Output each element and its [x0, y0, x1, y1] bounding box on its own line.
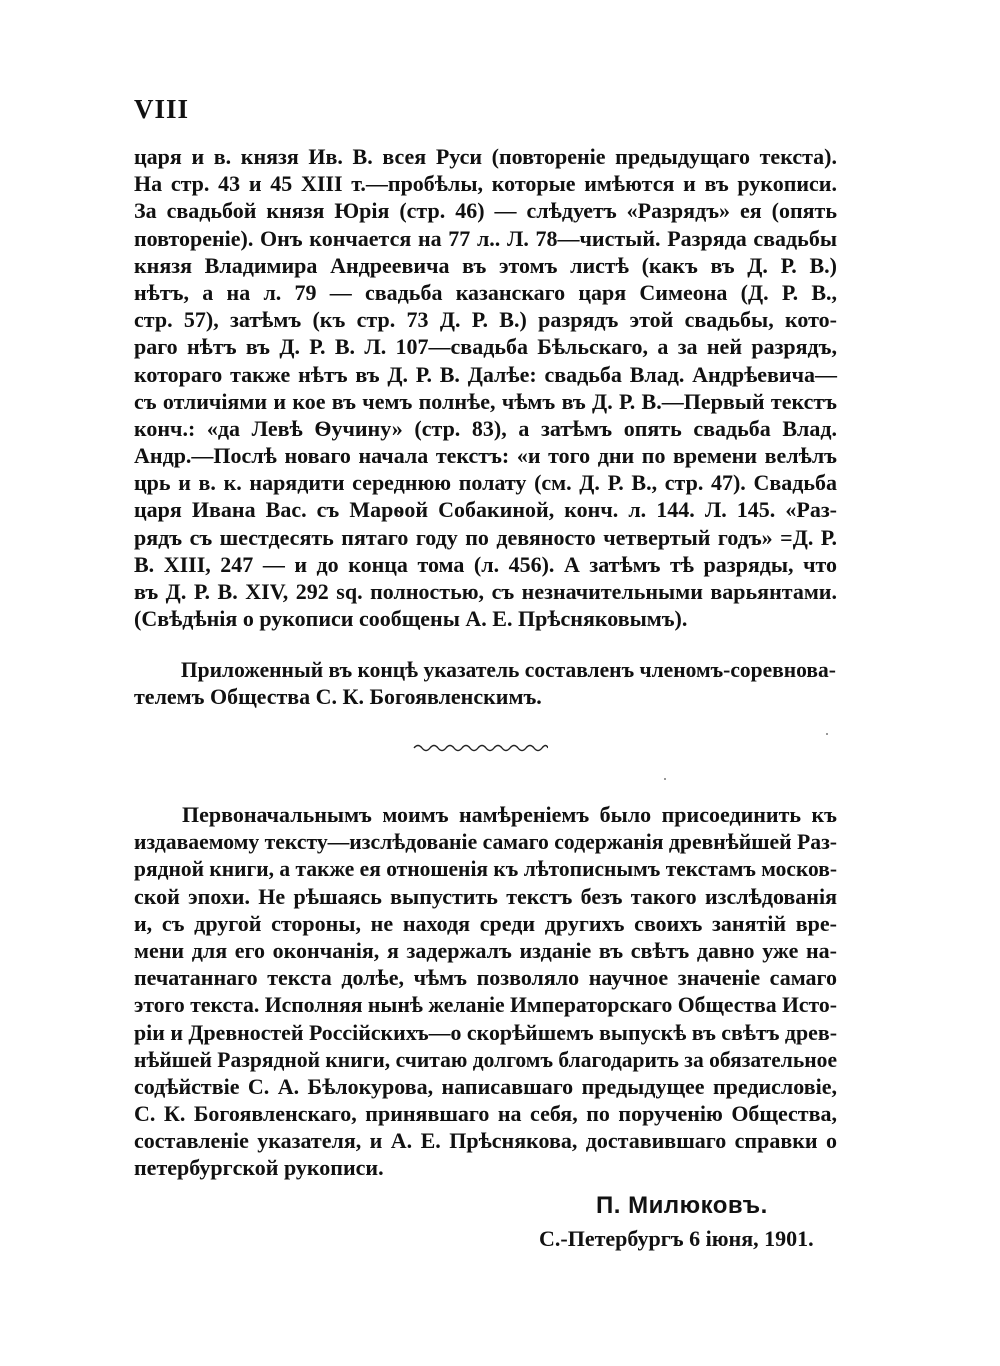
- text-line: царя и в. князя Ив. В. всея Руси (повторенiе предыдущаго текста).: [134, 144, 837, 169]
- text-line: рiи и Древностей Россiйскихъ—о скорѣйшемъ выпускѣ въ свѣтъ древ-: [134, 1019, 837, 1045]
- text-line: этого текста. Исполняя нынѣ желанiе Императорскаго Общества Исто-: [134, 992, 837, 1018]
- text-line: нѣйшей Разрядной книги, считаю долгомъ благодарить за обязательное: [134, 1046, 838, 1072]
- text-line: (Свѣдѣнiя о рукописи сообщены А. Е. Прѣсняковымъ).: [134, 606, 688, 632]
- text-line: Андр.—Послѣ новаго начала текстъ: «и того дни по времени велѣлъ: [134, 443, 837, 469]
- text-line: ской эпохи. Не рѣшаясь выпустить текстъ безъ такого изслѣдованiя: [134, 883, 837, 909]
- text-line: Приложенный въ концѣ указатель составленъ членомъ-соревнова-: [180, 657, 836, 682]
- print-speck: [826, 733, 828, 735]
- text-line: царя Ивана Вас. съ Марѳой Собакиной, конч. л. 144. Л. 145. «Раз-: [134, 497, 837, 523]
- text-line: князя Владимира Андреевича въ этомъ листѣ (какъ въ Д. Р. В.): [134, 252, 837, 278]
- print-speck: [664, 778, 666, 780]
- page-number: VIII: [134, 94, 190, 124]
- text-line: нѣтъ, а на л. 79 — свадьба казанскаго царя Симеона (Д. Р. В.,: [134, 279, 837, 305]
- text-line: рядной книги, а также ея отношенiя къ лѣтописнымъ текстамъ москов-: [134, 856, 838, 882]
- text-line: составленiе указателя, и А. Е. Прѣснякова, доставившаго справки о: [134, 1128, 837, 1154]
- text-line: црь и в. к. нарядити середнюю полату (см. Д. Р. В., стр. 47). Свадьба: [134, 470, 837, 496]
- text-line: На стр. 43 и 45 XIII т.—пробѣлы, которые имѣются и въ рукописи.: [134, 171, 837, 197]
- text-line: повторенiе). Онъ кончается на 77 л.. Л. 78—чистый. Разряда свадьбы: [134, 225, 837, 251]
- text-line: стр. 57), затѣмъ (къ стр. 73 Д. Р. В.) разрядъ этой свадьбы, кото-: [134, 307, 837, 333]
- place-and-date: С.-Петербургъ 6 iюня, 1901.: [539, 1226, 814, 1251]
- text-line: и, съ другой стороны, не находя среди другихъ своихъ занятiй вре-: [134, 910, 837, 936]
- text-line: В. XIII, 247 — и до конца тома (л. 456). А затѣмъ тѣ разряды, что: [134, 551, 837, 577]
- text-line: рядъ съ шестдесять пятаго году по девяносто четвертый годъ» =Д. Р.: [134, 524, 837, 550]
- text-line: телемъ Общества С. К. Богоявленскимъ.: [134, 684, 542, 710]
- text-line: С. К. Богоявленскаго, принявшаго на себя, по порученiю Общества,: [134, 1101, 837, 1127]
- paragraph-manuscript-notes: [134, 143, 837, 632]
- text-line: мени для его окончанiя, я задержалъ изданiе въ свѣтъ давно уже на-: [134, 937, 837, 963]
- text-line: въ Д. Р. В. XIV, 292 sq. полностью, съ незначительными варьянтами.: [134, 579, 837, 604]
- text-line: раго нѣтъ въ Д. Р. В. Л. 107—свадьба Бѣльскаго, а за ней разрядъ,: [134, 334, 837, 360]
- author-signature: П. Милюковъ.: [596, 1192, 768, 1219]
- text-line: издаваемому тексту—изслѣдованiе самаго содержанiя древнѣйшей Раз-: [134, 829, 838, 855]
- text-line: содѣйствiе С. А. Бѣлокурова, написавшаго предыдущее предисловiе,: [134, 1073, 837, 1099]
- text-line: Первоначальнымъ моимъ намѣренiемъ было присоединить къ: [182, 802, 837, 827]
- paragraph-index-note: [134, 656, 837, 710]
- paragraph-author-preface: [134, 801, 837, 1182]
- text-line: печатаннаго текста долѣе, чѣмъ позволяло научное значенiе самаго: [134, 965, 837, 991]
- text-line: петербургской рукописи.: [134, 1155, 384, 1181]
- ornamental-divider: [413, 741, 548, 755]
- text-line: съ отличiями и кое въ чемъ полнѣе, чѣмъ въ Д. Р. В.—Первый текстъ: [134, 388, 837, 414]
- text-line: конч.: «да Левѣ Ѳучину» (стр. 83), а затѣмъ опять свадьба Влад.: [134, 415, 837, 441]
- text-line: За свадьбой князя Юрiя (стр. 46) — слѣдуетъ «Разрядъ» ея (опять: [134, 198, 837, 224]
- text-line: котораго также нѣтъ въ Д. Р. В. Далѣе: свадьба Влад. Андрѣевича—: [134, 361, 837, 387]
